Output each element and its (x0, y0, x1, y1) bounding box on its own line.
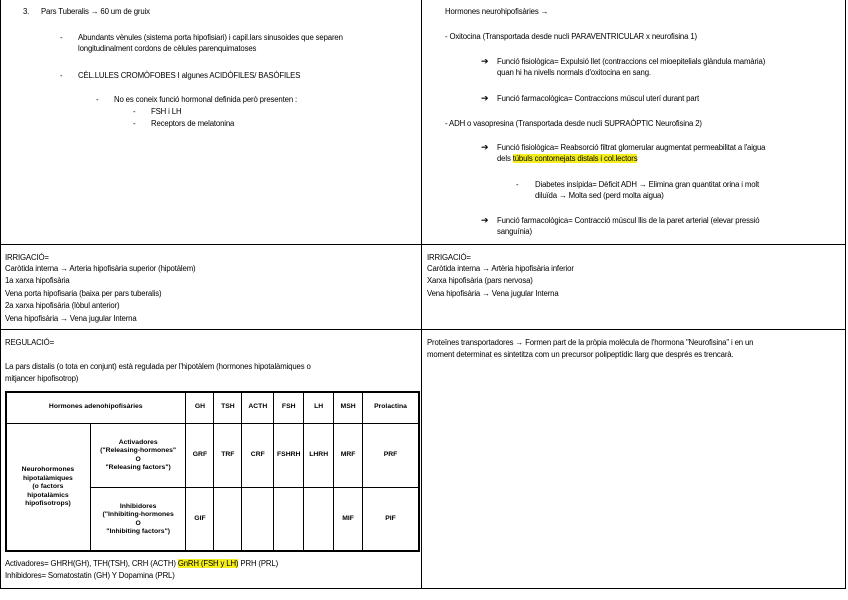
table-cell: MRF (334, 424, 363, 488)
table-cell: GIF (186, 488, 214, 552)
table-divider-row1 (0, 244, 846, 245)
bullet-dash: - (133, 119, 136, 128)
bullet-dash: - (516, 180, 519, 189)
table-border-bottom (0, 588, 846, 589)
activadores-line (5, 559, 278, 569)
text-span: Activadores= GHRH(GH), TFH(TSH), CRH (ACTH) (5, 559, 178, 568)
table-cell: TRF (214, 424, 242, 488)
bullet-dash: - (96, 95, 99, 104)
paragraph-line: Proteïnes transportadores → Formen part de la pròpia molècula de l'hormona "Neurofisina" i en un (427, 338, 754, 347)
inhibidores-line: Inhibidores= Somatostatin (GH) Y Dopamina (PRL) (5, 571, 175, 580)
list-item-continuation: longitudinalment cordons de cèlules parenquimatoses (78, 44, 257, 53)
section-number: 3. (23, 7, 30, 16)
text-line: Caròtida interna → Artèria hipofisària inferior (427, 264, 574, 273)
section-title: REGULACIÓ= (5, 338, 54, 347)
sub-list-item: FSH i LH (151, 107, 182, 116)
table-cell (274, 488, 304, 552)
list-item: Funció fisiològica= Expulsió llet (contraccions cel mioepitelials glàndula mamària) (497, 57, 766, 66)
bullet-dash: - (60, 71, 63, 80)
highlighted-text: túbuls contornejats distals i col.lectors (512, 154, 638, 163)
table-subrow-label-inhibidores: Inhibidores ("Inhibiting-hormones O "Inhibiting factors") (90, 488, 186, 552)
table-header-title: Hormones adenohipofisàries (6, 392, 186, 424)
table-border-right (845, 0, 846, 589)
highlighted-text: GnRH (FSH y LH) (177, 559, 239, 568)
table-row-label: Neurohormones hipotalàmiques (o factors hipotalàmics hipofisotrops) (6, 424, 91, 552)
paragraph-line: La pars distalis (o tota en conjunt) està regulada per l'hipotàlem (hormones hipotalàmiques o (5, 362, 311, 371)
text-line: 2a xarxa hipofisària (lòbul anterior) (5, 301, 120, 310)
text-span: dels (497, 154, 513, 163)
paragraph-line: mitjancer hipofisotrop) (5, 374, 79, 383)
list-item: Abundants vènules (sistema porta hipofisiari) i capil.lars sinusoides que separen (78, 33, 343, 42)
section-title: Hormones neurohipofisàries → (445, 7, 549, 16)
hormone-table (5, 391, 419, 552)
list-item-continuation: sanguínia) (497, 227, 532, 236)
table-cell (214, 488, 242, 552)
list-item: Diabetes insípida= Dèficit ADH → Elimina gran quantitat orina i molt (535, 180, 760, 189)
arrow-bullet-icon: ➔ (481, 93, 489, 103)
arrow-bullet-icon: ➔ (481, 142, 489, 152)
table-subrow-label-activadores: Activadores ("Releasing-hormones" O "Releasing factors") (90, 424, 186, 488)
table-cell: LHRH (304, 424, 334, 488)
table-cell: MIF (334, 488, 363, 552)
table-col-header: TSH (214, 392, 242, 424)
table-cell (304, 488, 334, 552)
table-divider-row2 (0, 329, 846, 330)
list-item: Funció farmacològica= Contraccions múscul uterí durant part (497, 94, 699, 103)
table-col-header: GH (186, 392, 214, 424)
text-line: Vena hipofisària → Vena jugular Interna (427, 289, 559, 298)
list-item: No es coneix funció hormonal definida però presenten : (114, 95, 298, 104)
table-col-header: Prolactina (363, 392, 419, 424)
table-col-header: ACTH (242, 392, 274, 424)
text-line: Vena porta hipofisaria (baixa per pars tuberalis) (5, 289, 162, 298)
table-col-header: LH (304, 392, 334, 424)
hormone-oxitocina: - Oxitocina (Transportada desde nucli PARAVENTRICULAR x neurofisina 1) (445, 32, 697, 41)
bullet-dash: - (133, 107, 136, 116)
table-cell: FSHRH (274, 424, 304, 488)
text-line: Caròtida interna → Arteria hipofisària superior (hipotàlem) (5, 264, 196, 273)
table-col-header: MSH (334, 392, 363, 424)
list-item: CÈL.LULES CROMÒFOBES I algunes ACIDÒFILES/ BASÒFILES (78, 71, 301, 80)
table-col-header: FSH (274, 392, 304, 424)
sub-list-item: Receptors de melatonina (151, 119, 235, 128)
list-item-continuation (497, 154, 637, 164)
section-title: Pars Tuberalis → 60 um de gruix (41, 7, 150, 16)
list-item-continuation: quan hi ha nivells normals d'oxitocina en sang. (497, 68, 651, 77)
section-title: IRRIGACIÓ= (427, 253, 471, 262)
text-line: 1a xarxa hipofisària (5, 276, 70, 285)
table-cell: GRF (186, 424, 214, 488)
table-cell: PIF (363, 488, 419, 552)
section-title: IRRIGACIÓ= (5, 253, 49, 262)
table-cell: PRF (363, 424, 419, 488)
list-item-continuation: diluïda → Molta sed (perd molta aigua) (535, 191, 664, 200)
text-line: Vena hipofisària → Vena jugular Interna (5, 314, 137, 323)
arrow-bullet-icon: ➔ (481, 215, 489, 225)
table-cell (242, 488, 274, 552)
list-item: Funció farmacològica= Contracció múscul llis de la paret arterial (elevar pressió (497, 216, 760, 225)
hormone-adh: - ADH o vasopresina (Transportada desde nucli SUPRAÒPTIC Neurofisina 2) (445, 119, 702, 128)
table-divider-vertical (421, 0, 422, 589)
list-item: Funció fisiològica= Reabsorció filtrat glomerular augmentat permeabilitat a l'aigua (497, 143, 766, 152)
text-line: Xarxa hipofisària (pars nervosa) (427, 276, 533, 285)
paragraph-line: moment determinat es sintetitza com un precursor polipeptídic llarg que després es trencarà. (427, 350, 734, 359)
bullet-dash: - (60, 33, 63, 42)
table-border-left (0, 0, 1, 589)
table-cell: CRF (242, 424, 274, 488)
arrow-bullet-icon: ➔ (481, 56, 489, 66)
text-span: PRH (PRL) (238, 559, 279, 568)
